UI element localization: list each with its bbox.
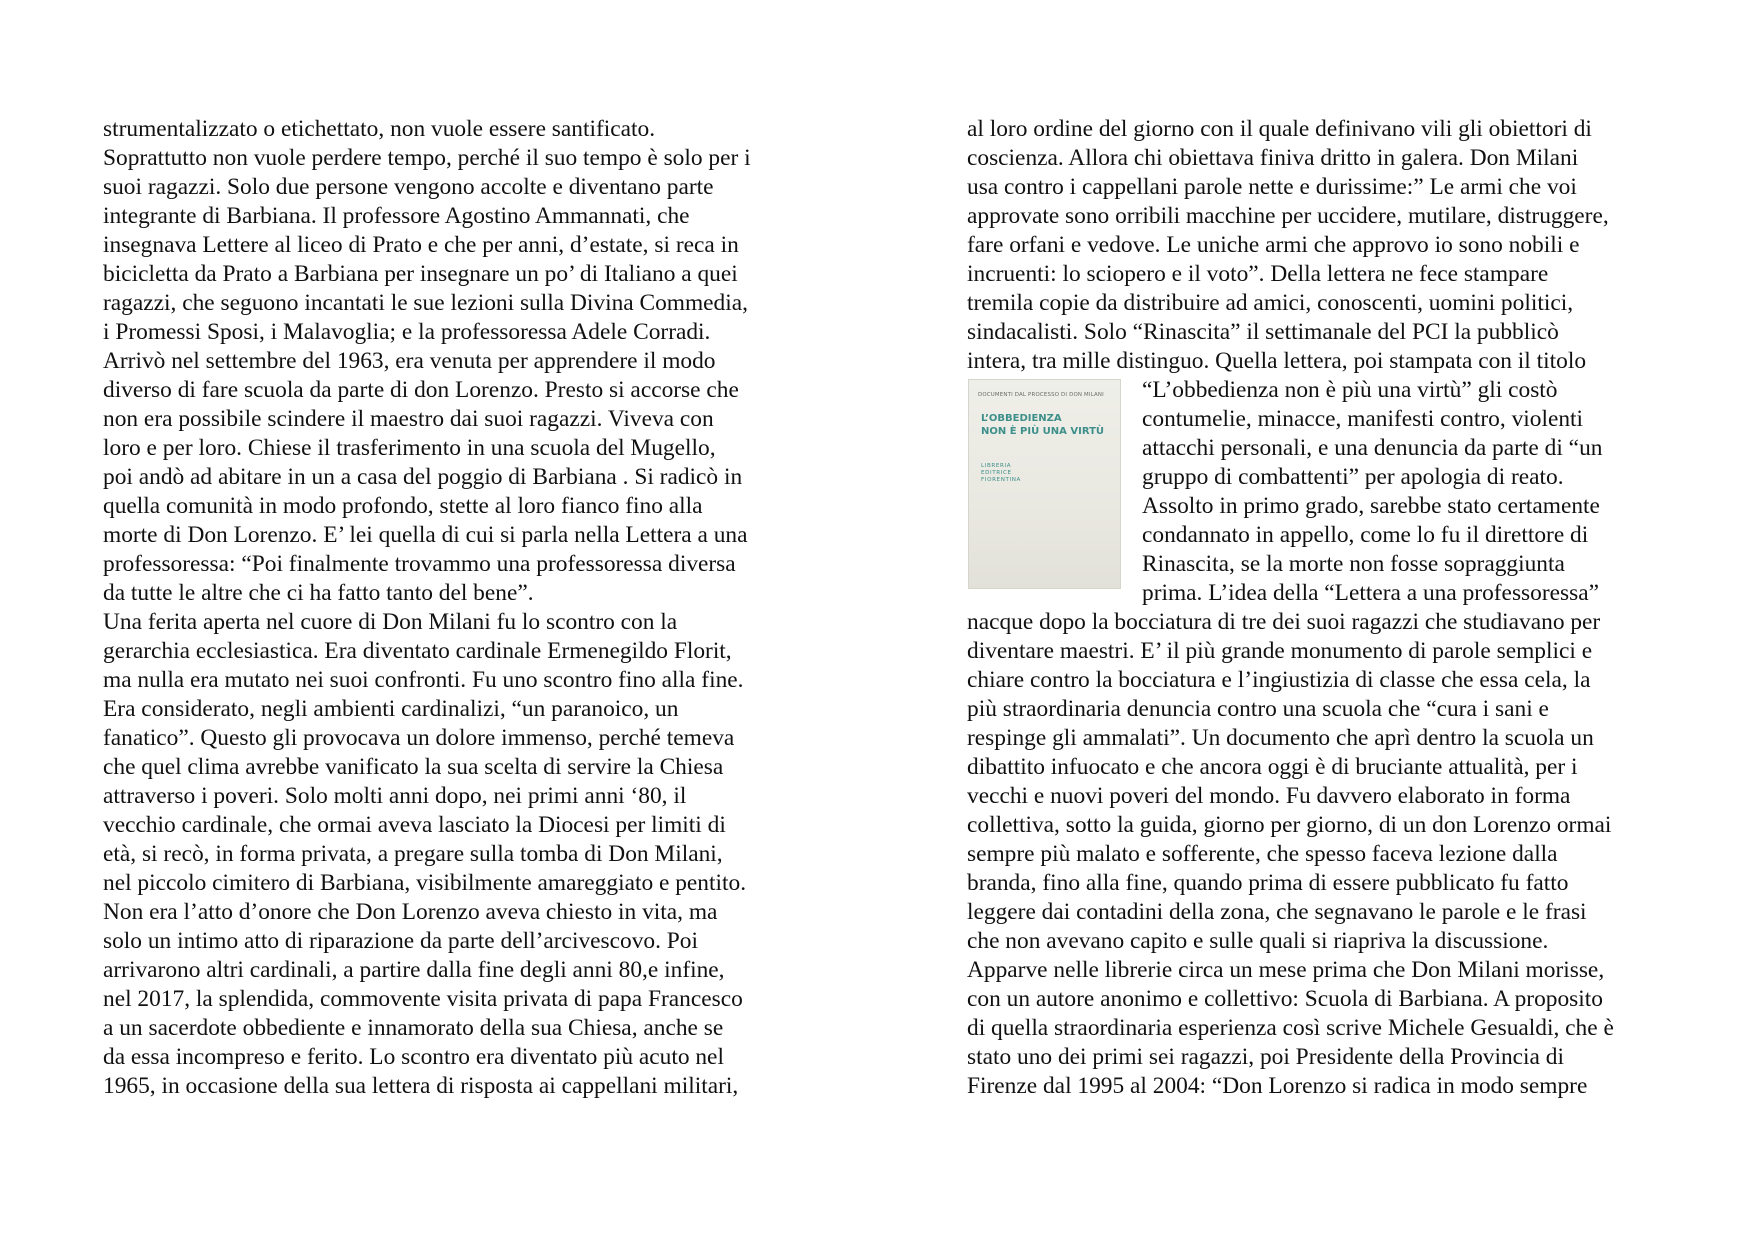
- text-line: Non era l’atto d’onore che Don Lorenzo aveva chiesto in vita, ma: [103, 899, 718, 925]
- book-publisher: [981, 463, 1021, 484]
- text-line: vecchio cardinale, che ormai aveva lasciato la Diocesi per limiti di: [103, 812, 726, 838]
- text-line: arrivarono altri cardinali, a partire dalla fine degli anni 80,e infine,: [103, 957, 725, 983]
- text-line: al loro ordine del giorno con il quale definivano vili gli obiettori di: [967, 116, 1592, 142]
- text-line: sindacalisti. Solo “Rinascita” il settimanale del PCI la pubblicò: [967, 319, 1559, 345]
- text-line: chiare contro la bocciatura e l’ingiustizia di classe che essa cela, la: [967, 667, 1591, 693]
- text-line: fare orfani e vedove. Le uniche armi che approvo io sono nobili e: [967, 232, 1580, 258]
- text-line: ragazzi, che seguono incantati le sue lezioni sulla Divina Commedia,: [103, 290, 748, 316]
- text-line: insegnava Lettere al liceo di Prato e che per anni, d’estate, si reca in: [103, 232, 739, 258]
- text-line: strumentalizzato o etichettato, non vuole essere santificato.: [103, 116, 656, 142]
- text-line: incruenti: lo sciopero e il voto”. Della lettera ne fece stampare: [967, 261, 1549, 287]
- text-line: a un sacerdote obbediente e innamorato della sua Chiesa, anche se: [103, 1015, 724, 1041]
- text-line: Soprattutto non vuole perdere tempo, perché il suo tempo è solo per i: [103, 145, 751, 171]
- text-line: coscienza. Allora chi obiettava finiva dritto in galera. Don Milani: [967, 145, 1579, 171]
- text-line: condannato in appello, come lo fu il direttore di: [1142, 522, 1589, 548]
- text-line: attraverso i poveri. Solo molti anni dopo, nei primi anni ‘80, il: [103, 783, 687, 809]
- text-line: nacque dopo la bocciatura di tre dei suoi ragazzi che studiavano per: [967, 609, 1601, 635]
- text-line: Era considerato, negli ambienti cardinalizi, “un paranoico, un: [103, 696, 679, 722]
- text-line: diverso di fare scuola da parte di don Lorenzo. Presto si accorse che: [103, 377, 739, 403]
- book-title-line: NON È PIÙ UNA VIRTÙ: [981, 426, 1105, 437]
- text-line: leggere dai contadini della zona, che segnavano le parole e le frasi: [967, 899, 1587, 925]
- text-line: branda, fino alla fine, quando prima di essere pubblicato fu fatto: [967, 870, 1569, 896]
- book-publisher-line: LIBRERIA: [981, 463, 1012, 469]
- text-line: nel piccolo cimitero di Barbiana, visibilmente amareggiato e pentito.: [103, 870, 747, 896]
- text-line: usa contro i cappellani parole nette e durissime:” Le armi che voi: [967, 174, 1577, 200]
- right-text-column: [967, 115, 1687, 1101]
- text-line: 1965, in occasione della sua lettera di risposta ai cappellani militari,: [103, 1073, 739, 1099]
- text-line: Una ferita aperta nel cuore di Don Milani fu lo scontro con la: [103, 609, 678, 635]
- text-line: gruppo di combattenti” per apologia di reato.: [1142, 464, 1564, 490]
- text-line: da tutte le altre che ci ha fatto tanto del bene”.: [103, 580, 534, 606]
- text-line: respinge gli ammalati”. Un documento che aprì dentro la scuola un: [967, 725, 1594, 751]
- text-line: che non avevano capito e sulle quali si riapriva la discussione.: [967, 928, 1549, 954]
- text-line: tremila copie da distribuire ad amici, conoscenti, uomini politici,: [967, 290, 1574, 316]
- text-line: vecchi e nuovi poveri del mondo. Fu davvero elaborato in forma: [967, 783, 1571, 809]
- text-line: nel 2017, la splendida, commovente visita privata di papa Francesco: [103, 986, 743, 1012]
- text-line: Arrivò nel settembre del 1963, era venuta per apprendere il modo: [103, 348, 716, 374]
- text-line: Apparve nelle librerie circa un mese prima che Don Milani morisse,: [967, 957, 1605, 983]
- text-line: prima. L’idea della “Lettera a una professoressa”: [1142, 580, 1599, 606]
- text-line: attacchi personali, e una denuncia da parte di “un: [1142, 435, 1603, 461]
- text-line: con un autore anonimo e collettivo: Scuola di Barbiana. A proposito: [967, 986, 1603, 1012]
- book-title: [981, 412, 1104, 438]
- text-line: “L’obbedienza non è più una virtù” gli costò: [1142, 377, 1558, 403]
- text-line: stato uno dei primi sei ragazzi, poi Presidente della Provincia di: [967, 1044, 1564, 1070]
- text-line: morte di Don Lorenzo. E’ lei quella di cui si parla nella Lettera a una: [103, 522, 748, 548]
- text-line: dibattito infuocato e che ancora oggi è di bruciante attualità, per i: [967, 754, 1578, 780]
- text-line: non era possibile scindere il maestro dai suoi ragazzi. Viveva con: [103, 406, 714, 432]
- book-title-line: L’OBBEDIENZA: [981, 413, 1062, 424]
- text-line: Rinascita, se la morte non fosse sopraggiunta: [1142, 551, 1565, 577]
- text-line: diventare maestri. E’ il più grande monumento di parole semplici e: [967, 638, 1593, 664]
- text-line: più straordinaria denuncia contro una scuola che “cura i sani e: [967, 696, 1549, 722]
- text-line: collettiva, sotto la guida, giorno per giorno, di un don Lorenzo ormai: [967, 812, 1612, 838]
- text-line: contumelie, minacce, manifesti contro, violenti: [1142, 406, 1584, 432]
- text-line: fanatico”. Questo gli provocava un dolore immenso, perché temeva: [103, 725, 735, 751]
- left-text-column: [103, 115, 823, 1101]
- text-line: i Promessi Sposi, i Malavoglia; e la professoressa Adele Corradi.: [103, 319, 711, 345]
- book-cover-image: [968, 379, 1121, 589]
- text-line: poi andò ad abitare in un a casa del poggio di Barbiana . Si radicò in: [103, 464, 743, 490]
- book-series-label: DOCUMENTI DAL PROCESSO DI DON MILANI: [978, 392, 1104, 398]
- text-line: ma nulla era mutato nei suoi confronti. Fu uno scontro fino alla fine.: [103, 667, 744, 693]
- text-line: gerarchia ecclesiastica. Era diventato cardinale Ermenegildo Florit,: [103, 638, 732, 664]
- text-line: loro e per loro. Chiese il trasferimento in una scuola del Mugello,: [103, 435, 716, 461]
- text-line: di quella straordinaria esperienza così scrive Michele Gesualdi, che è: [967, 1015, 1614, 1041]
- text-line: Firenze dal 1995 al 2004: “Don Lorenzo si radica in modo sempre: [967, 1073, 1588, 1099]
- text-line: sempre più malato e sofferente, che spesso faceva lezione dalla: [967, 841, 1558, 867]
- text-line: età, si recò, in forma privata, a pregare sulla tomba di Don Milani,: [103, 841, 723, 867]
- text-line: integrante di Barbiana. Il professore Agostino Ammannati, che: [103, 203, 690, 229]
- text-line: quella comunità in modo profondo, stette al loro fianco fino alla: [103, 493, 703, 519]
- book-publisher-line: EDITRICE: [981, 470, 1012, 476]
- text-line: suoi ragazzi. Solo due persone vengono accolte e diventano parte: [103, 174, 714, 200]
- text-line: Assolto in primo grado, sarebbe stato certamente: [1142, 493, 1600, 519]
- text-line: professoressa: “Poi finalmente trovammo una professoressa diversa: [103, 551, 736, 577]
- book-publisher-line: FIORENTINA: [981, 477, 1021, 483]
- text-line: intera, tra mille distinguo. Quella lettera, poi stampata con il titolo: [967, 348, 1587, 374]
- text-line: che quel clima avrebbe vanificato la sua scelta di servire la Chiesa: [103, 754, 724, 780]
- text-line: solo un intimo atto di riparazione da parte dell’arcivescovo. Poi: [103, 928, 698, 954]
- text-line: da essa incompreso e ferito. Lo scontro era diventato più acuto nel: [103, 1044, 724, 1070]
- text-line: bicicletta da Prato a Barbiana per insegnare un po’ di Italiano a quei: [103, 261, 738, 287]
- text-line: approvate sono orribili macchine per uccidere, mutilare, distruggere,: [967, 203, 1609, 229]
